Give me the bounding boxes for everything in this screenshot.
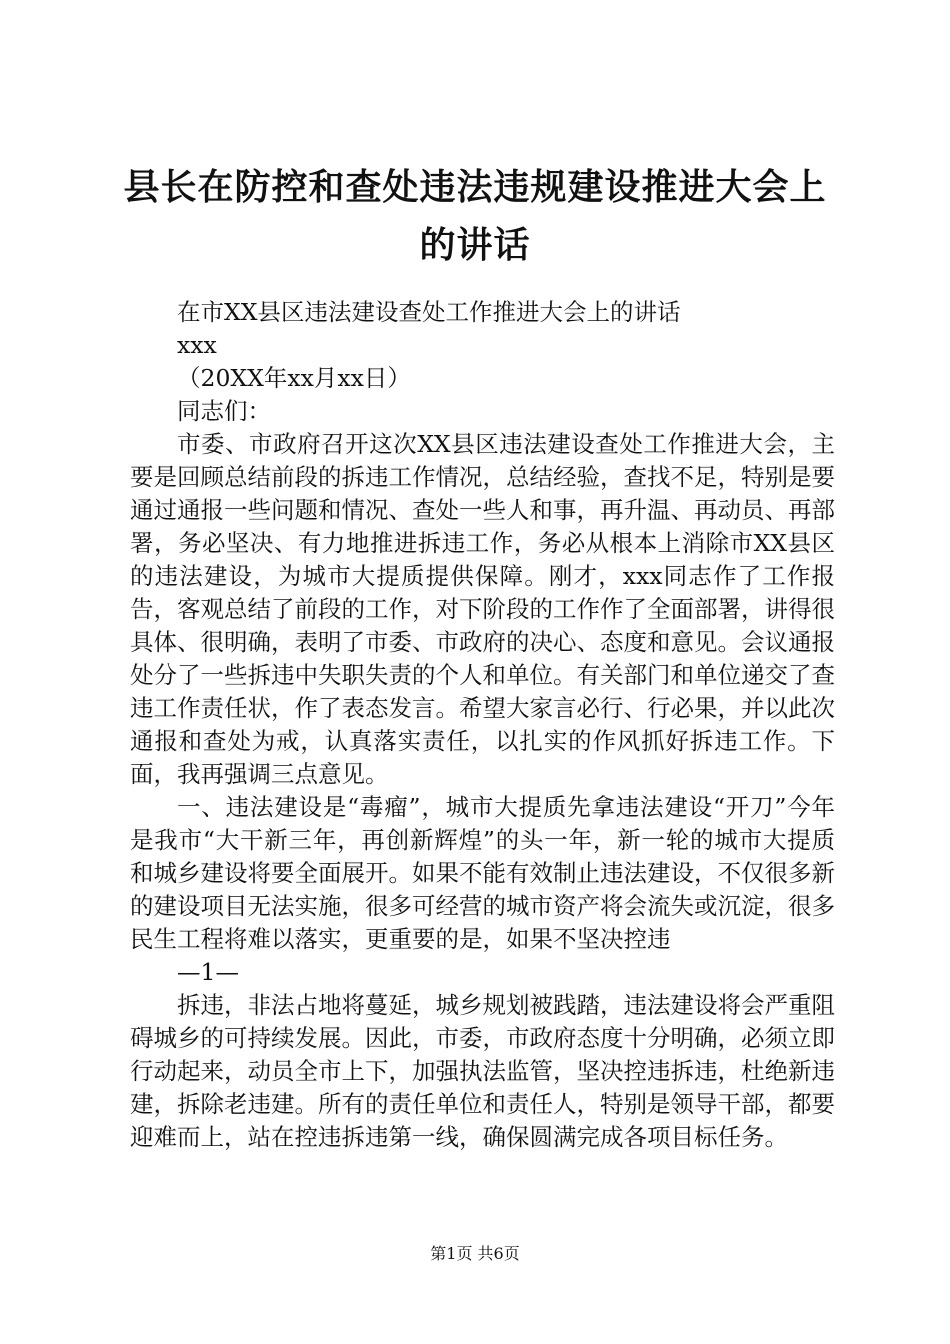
page-footer-pagination: 第1页 共6页 bbox=[430, 1244, 520, 1263]
speech-subtitle: 在市XX县区违法建设查处工作推进大会上的讲话 bbox=[177, 298, 681, 326]
body-paragraph: 市委、市政府召开这次XX县区违法建设查处工作推进大会，主要是回顾总结前段的拆违工作情况，总结经验，查找不足，特别是要通过通报一些问题和情况、查处一些人和事，再升温、再动员、再部署，务必坚决、有力地推进拆违工作，务必从根本上消除市XX县区的违法建设，为城市大提质提供保障。刚才，xxx同志作了工作报告，客观总结了前段的工作，对下阶段的工作作了全面部署，讲得很具体、很明确，表明了市委、市政府的决心、态度和意见。会议通报处分了一些拆违中失职失责的个人和单位。有关部门和单位递交了查违工作责任状，作了表态发言。希望大家言必行、行必果，并以此次通报和查处为戒，认真落实责任，以扎实的作风抓好拆违工作。下面，我再强调三点意见。 bbox=[130, 430, 835, 788]
speech-date: （20XX年xx月xx日） bbox=[177, 364, 411, 392]
inline-page-marker: —1— bbox=[177, 958, 239, 986]
body-paragraph: 一、违法建设是“毒瘤”，城市大提质先拿违法建设“开刀”今年是我市“大干新三年，再创新辉煌”的头一年，新一轮的城市大提质和城乡建设将要全面展开。如果不能有效制止违法建设，不仅很多新的建设项目无法实施，很多可经营的城市资产将会流失或沉淀，很多民生工程将难以落实，更重要的是，如果不坚决控违 bbox=[130, 793, 835, 953]
speaker-name: xxx bbox=[177, 331, 217, 359]
body-paragraph: 拆违，非法占地将蔓延，城乡规划被践踏，违法建设将会严重阻碍城乡的可持续发展。因此，市委，市政府态度十分明确，必须立即行动起来，动员全市上下，加强执法监管，坚决控违拆违，杜绝新违建，拆除老违建。所有的责任单位和责任人，特别是领导干部，都要迎难而上，站在控违拆违第一线，确保圆满完成各项目标任务。 bbox=[130, 991, 835, 1151]
document-body bbox=[130, 296, 835, 1154]
document-title: 县长在防控和查处违法违规建设推进大会上的讲话 bbox=[123, 166, 827, 266]
salutation: 同志们： bbox=[177, 397, 271, 425]
